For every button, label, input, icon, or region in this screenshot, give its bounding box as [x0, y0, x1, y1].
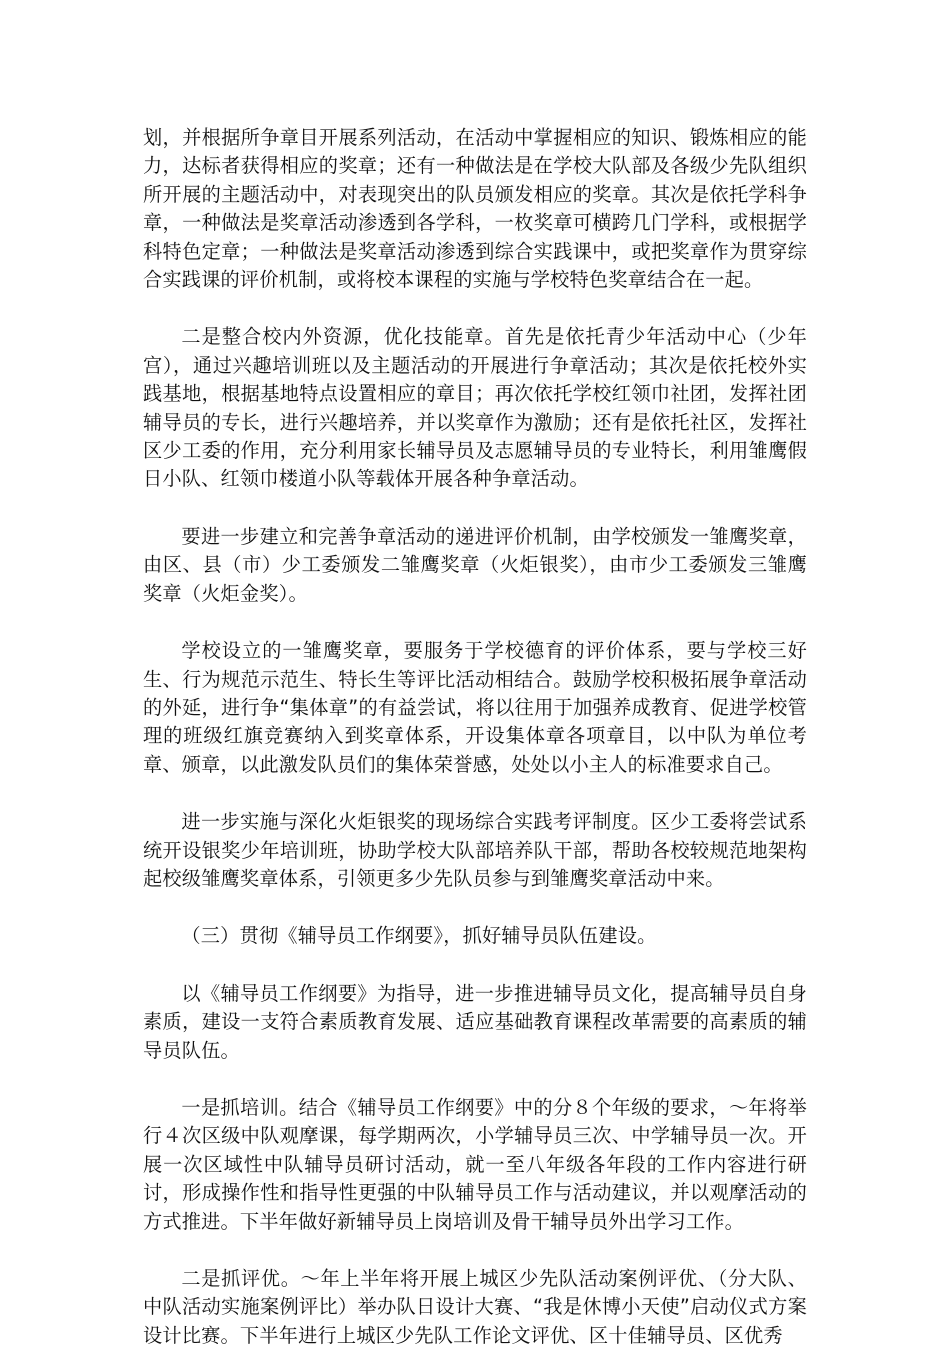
paragraph-evaluation: 二是抓评优。～年上半年将开展上城区少先队活动案例评优、（分大队、中队活动实施案例评比）举办队日设计大赛、“我是休博小天使”启动仪式方案设计比赛。下半年进行上城区少先队工作论文评优、区十佳辅导员、区优秀 — [143, 1267, 807, 1347]
paragraph-school-eagle-award: 学校设立的一雏鹰奖章，要服务于学校德育的评价体系，要与学校三好生、行为规范示范生、特长生等评比活动相结合。鼓励学校积极拓展争章活动的外延，进行争“集体章”的有益尝试，将以往用于加强养成教育、促进学校管理的班级红旗竞赛纳入到奖章体系，开设集体章各项章目，以中队为单位考章、颁章，以此激发队员们的集体荣誉感，处处以小主人的标准要求自己。 — [143, 639, 807, 776]
paragraph-training: 一是抓培训。结合《辅导员工作纲要》中的分８个年级的要求，～年将举行４次区级中队观摩课，每学期两次，小学辅导员三次、中学辅导员一次。开展一次区域性中队辅导员研讨活动，就一至八年级各年段的工作内容进行研讨，形成操作性和指导性更强的中队辅导员工作与活动建议，并以观摩活动的方式推进。下半年做好新辅导员上岗培训及骨干辅导员外出学习工作。 — [143, 1095, 807, 1233]
paragraph-counselor-culture: 以《辅导员工作纲要》为指导，进一步推进辅导员文化，提高辅导员自身素质，建设一支符合素质教育发展、适应基础教育课程改革需要的高素质的辅导员队伍。 — [143, 981, 807, 1062]
document-page — [143, 124, 807, 1350]
section-heading-counselor-guidelines: （三）贯彻《辅导员工作纲要》，抓好辅导员队伍建设。 — [181, 924, 657, 948]
paragraph-evaluation-mechanism: 要进一步建立和完善争章活动的递进评价机制，由学校颁发一雏鹰奖章，由区、县（市）少工委颁发二雏鹰奖章（火炬银奖），由市少工委颁发三雏鹰奖章（火炬金奖）。 — [143, 524, 807, 605]
paragraph-integrate-resources: 二是整合校内外资源，优化技能章。首先是依托青少年活动中心（少年宫），通过兴趣培训班以及主题活动的开展进行争章活动；其次是依托校外实践基地，根据基地特点设置相应的章目；再次依托学校红领巾社团，发挥社团辅导员的专长，进行兴趣培养，并以奖章作为激励；还有是依托社区，发挥社区少工委的作用，充分利用家长辅导员及志愿辅导员的专业特长，利用雏鹰假日小队、红领巾楼道小队等载体开展各种争章活动。 — [143, 325, 807, 491]
paragraph-continued-award-practice: 划，并根据所争章目开展系列活动，在活动中掌握相应的知识、锻炼相应的能力，达标者获得相应的奖章；还有一种做法是在学校大队部及各级少先队组织所开展的主题活动中，对表现突出的队员颁发相应的奖章。其次是依托学科争章，一种做法是奖章活动渗透到各学科，一枚奖章可横跨几门学科，或根据学科特色定章；一种做法是奖章活动渗透到综合实践课中，或把奖章作为贯穿综合实践课的评价机制，或将校本课程的实施与学校特色奖章结合在一起。 — [143, 126, 807, 292]
paragraph-silver-torch-award: 进一步实施与深化火炬银奖的现场综合实践考评制度。区少工委将尝试系统开设银奖少年培训班，协助学校大队部培养队干部，帮助各校较规范地架构起校级雏鹰奖章体系，引领更多少先队员参与到雏鹰奖章活动中来。 — [143, 810, 807, 890]
